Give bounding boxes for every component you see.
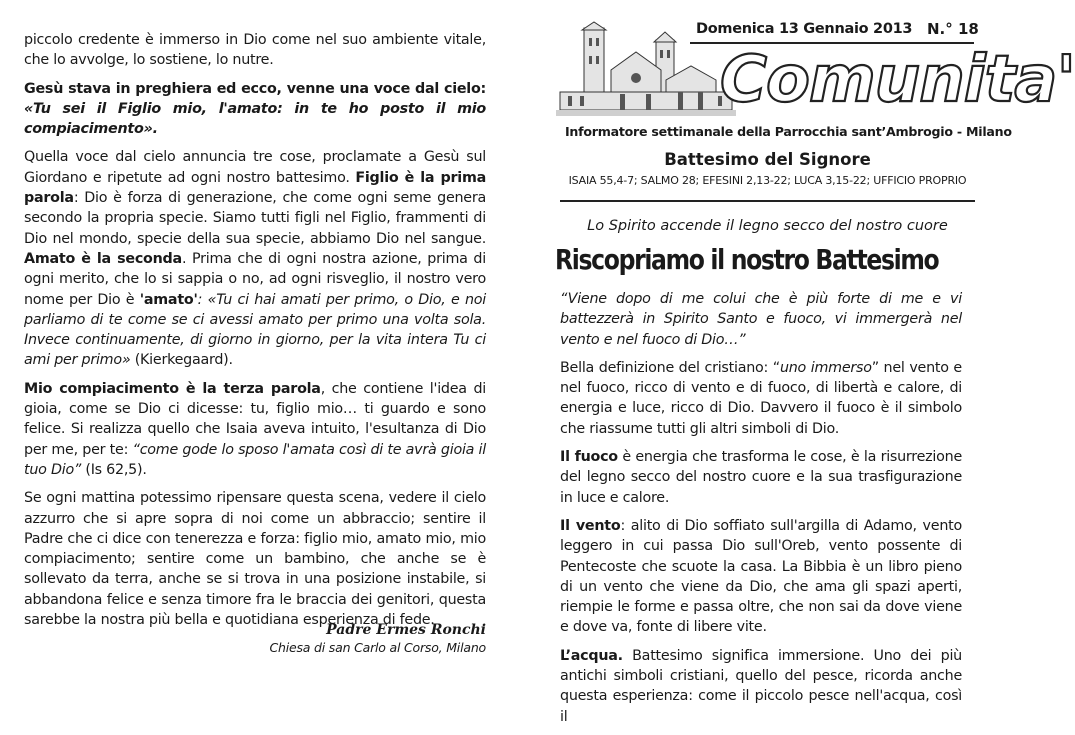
- bold-lead: Il vento: [560, 517, 621, 534]
- bold-lead: Mio compiacimento è la terza parola: [24, 380, 321, 397]
- text: piccolo credente è immerso in Dio come nel suo ambiente vitale, che lo avvolge, lo sostiene, lo nutre.: [24, 32, 486, 69]
- issue-number: N.° 18: [927, 20, 979, 38]
- paragraph: [24, 147, 486, 370]
- article-kicker: Lo Spirito accende il legno secco del nostro cuore: [587, 218, 948, 234]
- paragraph: [560, 358, 962, 439]
- left-column: [24, 30, 486, 638]
- text: Se ogni mattina potessimo ripensare questa scena, vedere il cielo azzurro che si apre sopra di noi come un abbraccio; sentire il Padre che ci dice con tenerezza e forza: figlio mio, amato mio, mio compiacimento; sentire come un bambino, che anche se è sollevato da terra, anche se si trova in una posizione instabile, si abbandona felice e senza timore fra le braccia dei genitori, questa sarebbe la nostra più bella e quotidiana esperienza di fede.: [24, 490, 486, 629]
- paragraph: [560, 516, 962, 638]
- text: Battesimo significa immersione. Uno dei più antichi simboli cristiani, quello del pesce, ricorda anche questa esperienza: come il piccolo pesce nell'acqua, così il: [560, 647, 962, 725]
- text: : alito di Dio soffiato sull'argilla di Adamo, vento leggero in cui passa Dio sull'Oreb, vento possente di Pentecoste che scuote la casa. La Bibbia è un libro pieno di un vento che viene da Dio, che ama gli spazi aperti, riempie le forme e passa oltre, che non sai da dove viene e dove va, fonte di libere vite.: [560, 517, 962, 636]
- opening-quote: “Viene dopo di me colui che è più forte di me e vi battezzerà in Spirito Santo e fuoco, vi immergerà nel vento e nel fuoco di Dio…”: [560, 291, 962, 348]
- text: (Is 62,5).: [81, 461, 147, 478]
- text: . Prima che di ogni nostra azione, prima di ogni merito, che lo si sappia o no, ad ogni risveglio, il nostro vero nome per Dio è: [24, 250, 486, 308]
- text: ” nel vento e nel fuoco, ricco di vento e di fuoco, di libertà e calore, di energia e luce, ricco di Dio. Davvero il fuoco è il simbolo che riassume tutti gli altri simboli di Dio.: [560, 359, 962, 437]
- newsletter-subtitle: Informatore settimanale della Parrocchia sant’Ambrogio - Milano: [565, 124, 1012, 139]
- article-headline: Riscopriamo il nostro Battesimo: [555, 244, 939, 276]
- feast-title: Battesimo del Signore: [664, 150, 871, 169]
- author-affiliation: Chiesa di san Carlo al Corso, Milano: [269, 640, 486, 655]
- paragraph: [24, 79, 486, 140]
- bold-lead: Gesù stava in preghiera ed ecco, venne una voce dal cielo:: [24, 80, 486, 97]
- church-illustration: [556, 22, 736, 122]
- paragraph: [560, 447, 962, 508]
- text: è energia che trasforma le cose, è la risurrezione del legno secco del nostro cuore e la sua trasfigurazione in luce e calore.: [560, 449, 963, 506]
- emphasis: uno immerso: [779, 359, 872, 376]
- paragraph: [24, 30, 486, 71]
- paragraph: [24, 379, 486, 480]
- text: (Kierkegaard).: [130, 352, 233, 369]
- readings-line: ISAIA 55,4-7; SALMO 28; EFESINI 2,13-22; LUCA 3,15-22; UFFICIO PROPRIO: [568, 174, 967, 187]
- gospel-quote: «Tu sei il Figlio mio, l'amato: in te ho posto il mio compiacimento».: [24, 100, 486, 138]
- kierkegaard-quote: : «Tu ci hai amati per primo, o Dio, e noi parliamo di te come se ci avessi amato per primo una volta sola. Invece continuamente, di giorno in giorno, per la vita intera Tu ci ami per primo»: [24, 291, 486, 369]
- text: Bella definizione del cristiano: “: [560, 359, 780, 376]
- bold-word: 'amato': [139, 291, 198, 308]
- bold-lead: Il fuoco: [560, 449, 618, 466]
- bold-lead: L’acqua.: [560, 647, 623, 664]
- paragraph: [24, 488, 486, 630]
- newsletter-logo: Comunita': [720, 43, 1075, 117]
- text: , che contiene l'idea di gioia, come se Dio ci dicesse: tu, figlio mio… ti guardo e sono felice. Si realizza quello che Isaia aveva intuito, l'esultanza di Dio per me, per te:: [24, 380, 486, 458]
- paragraph: [560, 646, 962, 727]
- isaiah-quote: “come gode lo sposo l'amata così di te avrà gioia il tuo Dio”: [24, 441, 487, 478]
- issue-date: Domenica 13 Gennaio 2013: [696, 21, 913, 37]
- article-body: [560, 289, 962, 735]
- text: : Dio è forza di generazione, che come ogni seme genera secondo la propria specie. Siamo tutti figli nel Figlio, frammenti di Dio nel mondo, specie della sua specie, abbiamo Dio nel sangue.: [24, 190, 486, 247]
- divider: [560, 200, 975, 202]
- author-name: Padre Ermes Ronchi: [326, 622, 486, 638]
- bold-lead: Figlio è la prima parola: [24, 169, 486, 207]
- bold-lead: Amato è la seconda: [24, 250, 182, 267]
- text: Quella voce dal cielo annuncia tre cose, proclamate a Gesù sul Giordano e ripetute ad ogni nostro battesimo.: [24, 149, 486, 186]
